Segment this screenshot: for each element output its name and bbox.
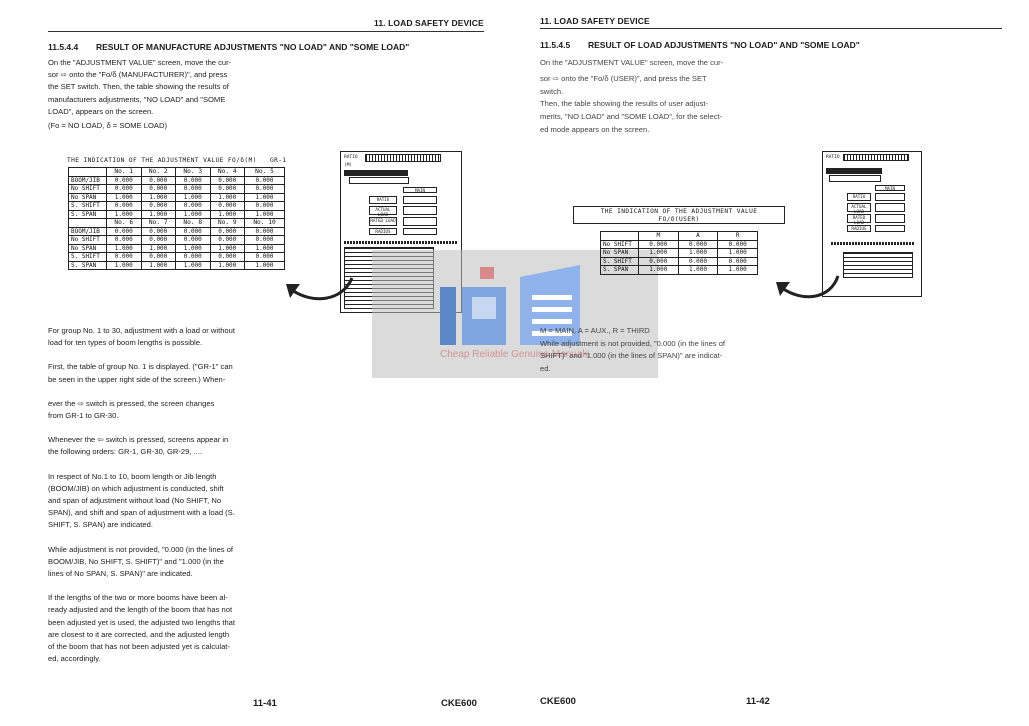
- table-cell: 1.000: [210, 261, 245, 270]
- table-row-label: S. SPAN: [69, 210, 107, 219]
- table-column-header: No. 2: [141, 168, 176, 177]
- table-cell: 0.000: [718, 257, 758, 266]
- screen-unit: (M): [344, 163, 353, 168]
- screen-ratio-label: RATIO: [344, 155, 358, 160]
- intro-line: On the "ADJUSTMENT VALUE" screen, move the cur-: [48, 58, 232, 67]
- header-rule: [48, 31, 484, 32]
- body-line: been adjusted yet is used, the adjusted two lengths that: [48, 617, 236, 627]
- table-row-label: No SPAN: [69, 244, 107, 253]
- table-cell: 0.000: [210, 185, 245, 194]
- table-cell: 0.000: [141, 236, 176, 245]
- table-cell: 0.000: [107, 236, 142, 245]
- table-cell: 0.000: [245, 185, 285, 194]
- right-page: [515, 0, 1029, 726]
- table-cell: 0.000: [141, 227, 176, 236]
- table-row-label: S. SHIFT: [601, 257, 639, 266]
- body-line: are closest to it are corrected, and the adjusted length: [48, 629, 230, 639]
- table-header-row: [69, 219, 285, 228]
- section-title: [48, 42, 409, 52]
- table-column-header: No. 3: [176, 168, 211, 177]
- screen-actual-value: [403, 206, 437, 215]
- table-cell: 1.000: [639, 249, 679, 258]
- section-heading: RESULT OF LOAD ADJUSTMENTS "NO LOAD" AND "SOME LOAD": [588, 40, 860, 50]
- screen-row-rated: RATED LOAD: [847, 214, 871, 223]
- intro-line: manufacturers adjustments, "NO LOAD" and "SOME: [48, 94, 226, 104]
- table-cell: 0.000: [176, 253, 211, 262]
- table-title-box: [573, 206, 785, 224]
- ratio-bar: [365, 154, 441, 162]
- intro-line: Then, the table showing the results of user adjust-: [540, 99, 709, 108]
- body-line: BOOM/JIB, No SHIFT, S. SHIFT)" and "1.000 (in the: [48, 556, 224, 566]
- table-column-header: No. 6: [107, 219, 142, 228]
- table-cell: 0.000: [245, 253, 285, 262]
- table-cell: 1.000: [141, 261, 176, 270]
- table-row: [69, 244, 285, 253]
- body-line: ever the ⇨ switch is pressed, the screen changes: [48, 398, 215, 408]
- body-line: If the lengths of the two or more booms have been al-: [48, 593, 228, 603]
- table-row: [69, 193, 285, 202]
- table-title-line: FO/δ(USER): [658, 216, 700, 223]
- table-cell: 0.000: [176, 236, 211, 245]
- note-line: M = MAIN, A = AUX., R = THIRD: [540, 326, 650, 335]
- table-cell: 0.000: [141, 202, 176, 211]
- table-cell: 1.000: [245, 210, 285, 219]
- table-cell: 0.000: [141, 253, 176, 262]
- table-column-header: No. 7: [141, 219, 176, 228]
- page-header: 11. LOAD SAFETY DEVICE: [540, 16, 650, 26]
- table-cell: 1.000: [210, 244, 245, 253]
- table-row-label: BOOM/JIB: [69, 227, 107, 236]
- table-row: [69, 176, 285, 185]
- table-cell: 1.000: [107, 244, 142, 253]
- adjustment-table-manufacturer: [68, 167, 285, 270]
- table-cell: 1.000: [718, 266, 758, 275]
- table-row-label: S. SPAN: [69, 261, 107, 270]
- note-line: ed.: [540, 363, 551, 373]
- ratio-bar: [843, 154, 909, 161]
- table-row-label: S. SPAN: [601, 266, 639, 275]
- page-number: 11-41: [253, 698, 277, 709]
- body-line: While adjustment is not provided, "0.000 (in the lines of: [48, 544, 234, 554]
- table-row: [601, 249, 758, 258]
- section-number: 11.5.4.5: [540, 40, 571, 50]
- table-row-label: No SHIFT: [601, 240, 639, 249]
- model-name: CKE600: [441, 698, 477, 709]
- table-column-header: A: [678, 232, 718, 241]
- body-paragraph: [48, 325, 263, 349]
- table-group: GR-1: [270, 157, 287, 164]
- table-row: [69, 227, 285, 236]
- screen-row-ratio: RATIO: [369, 196, 397, 204]
- table-row: [601, 240, 758, 249]
- table-cell: 1.000: [176, 261, 211, 270]
- body-line: of the boom that has not been adjusted yet is calculat-: [48, 642, 230, 652]
- header-rule: [540, 28, 1002, 29]
- screen-main-label: MAIN: [875, 185, 905, 191]
- table-row: [601, 266, 758, 275]
- table-cell: 0.000: [245, 236, 285, 245]
- table-cell: 0.000: [141, 185, 176, 194]
- table-cell: 0.000: [639, 257, 679, 266]
- table-cell: 0.000: [107, 227, 142, 236]
- body-paragraph: [48, 544, 263, 581]
- table-header-row: [601, 232, 758, 241]
- angle-field: [349, 177, 409, 184]
- table-corner-cell: [69, 219, 107, 228]
- table-row-label: No SHIFT: [69, 185, 107, 194]
- screen-rated-value: [403, 217, 437, 226]
- table-cell: 0.000: [678, 240, 718, 249]
- body-line: from GR-1 to GR-30.: [48, 411, 119, 421]
- body-line: the following orders: GR-1, GR-30, GR-29, ....: [48, 447, 203, 457]
- table-column-header: No. 8: [176, 219, 211, 228]
- body-paragraph: [48, 434, 263, 458]
- table-cell: 0.000: [210, 176, 245, 185]
- screen-rated-value: [875, 214, 905, 223]
- table-cell: 0.000: [210, 202, 245, 211]
- intro-line: sor ⇨ onto the "Fo/δ (USER)", and press the SET: [540, 73, 707, 83]
- table-title: THE INDICATION OF THE ADJUSTMENT VALUE FO/δ(M): [67, 157, 257, 164]
- table-cell: 0.000: [107, 253, 142, 262]
- table-cell: 0.000: [141, 176, 176, 185]
- screen-row-radius: RADIUS: [369, 228, 397, 235]
- table-row: [69, 236, 285, 245]
- screen-radius-value: [403, 228, 437, 235]
- screen-actual-value: [875, 203, 905, 212]
- table-cell: 1.000: [141, 210, 176, 219]
- angle-bar: [826, 168, 882, 174]
- note-line: While adjustment is not provided, "0.000 (in the lines of: [540, 338, 726, 348]
- body-line: ready adjusted and the length of the boom that has not: [48, 605, 233, 615]
- intro-line: the SET switch. Then, the table showing the results of: [48, 82, 229, 92]
- body-paragraph: [48, 592, 263, 665]
- table-title-line: THE INDICATION OF THE ADJUSTMENT VALUE: [600, 208, 758, 215]
- table-row-label: S. SHIFT: [69, 202, 107, 211]
- body-paragraph: [48, 471, 263, 532]
- table-cell: 0.000: [245, 176, 285, 185]
- table-row: [69, 202, 285, 211]
- section-title: [540, 40, 860, 50]
- page-number: 11-42: [746, 696, 770, 707]
- table-cell: 0.000: [176, 185, 211, 194]
- table-cell: 1.000: [107, 193, 142, 202]
- table-row: [69, 210, 285, 219]
- body-line: lines of No SPAN, S. SPAN)" are indicated.: [48, 569, 193, 579]
- table-cell: 1.000: [176, 244, 211, 253]
- mini-table: [843, 252, 913, 278]
- table-row: [69, 261, 285, 270]
- table-cell: 0.000: [107, 176, 142, 185]
- table-row-label: S. SHIFT: [69, 253, 107, 262]
- table-cell: 1.000: [639, 266, 679, 275]
- intro-line: (Fo = NO LOAD, δ = SOME LOAD): [48, 121, 168, 131]
- body-line: and span of adjustment without load (No SHIFT, No: [48, 496, 222, 506]
- angle-bar: [344, 170, 408, 176]
- table-cell: 0.000: [176, 176, 211, 185]
- table-header-row: [69, 168, 285, 177]
- table-cell: 1.000: [245, 261, 285, 270]
- body-text: [48, 325, 263, 677]
- table-cell: 1.000: [678, 266, 718, 275]
- mini-table-title: [344, 241, 458, 244]
- screen-ratio-label: RATIO: [826, 155, 840, 160]
- intro-line: ed mode appears on the screen.: [540, 125, 650, 134]
- body-paragraph: [48, 361, 263, 385]
- table-cell: 0.000: [176, 227, 211, 236]
- table-cell: 0.000: [210, 236, 245, 245]
- table-column-header: No. 5: [245, 168, 285, 177]
- model-name: CKE600: [540, 696, 576, 707]
- intro-line: sor ⇨ onto the "Fo/δ (MANUFACTURER)", and press: [48, 70, 228, 80]
- table-cell: 1.000: [141, 244, 176, 253]
- table-cell: 0.000: [107, 185, 142, 194]
- screen-row-actual: ACTUAL LOAD: [847, 203, 871, 212]
- table-cell: 1.000: [176, 193, 211, 202]
- intro-text: [540, 55, 760, 136]
- screen-row-rated: RATED LOAD: [369, 217, 397, 226]
- screen-main-label: MAIN: [403, 187, 437, 193]
- table-corner-cell: [601, 232, 639, 241]
- watermark-text: Cheap Reliable Genuine Manuals: [440, 349, 590, 360]
- section-heading: RESULT OF MANUFACTURE ADJUSTMENTS "NO LOAD" AND "SOME LOAD": [96, 42, 410, 52]
- curved-arrow-icon: [774, 258, 846, 308]
- adjustment-table-user: [600, 231, 758, 275]
- intro-line: switch.: [540, 87, 564, 96]
- body-line: load for ten types of boom lengths is possible.: [48, 338, 203, 348]
- table-cell: 0.000: [210, 253, 245, 262]
- table-column-header: M: [639, 232, 679, 241]
- table-cell: 1.000: [107, 261, 142, 270]
- intro-line: LOAD", appears on the screen.: [48, 106, 154, 116]
- table-cell: 1.000: [678, 249, 718, 258]
- screen-row-actual: ACTUAL LOAD: [369, 206, 397, 215]
- table-column-header: No. 9: [210, 219, 245, 228]
- table-cell: 0.000: [718, 240, 758, 249]
- table-column-header: No. 1: [107, 168, 142, 177]
- intro-line: On the "ADJUSTMENT VALUE" screen, move the cur-: [540, 58, 724, 67]
- screen-ratio-value: [403, 196, 437, 204]
- table-column-header: No. 10: [245, 219, 285, 228]
- table-cell: 0.000: [678, 257, 718, 266]
- table-cell: 1.000: [245, 244, 285, 253]
- angle-field: [829, 175, 881, 182]
- table-cell: 1.000: [245, 193, 285, 202]
- mini-table-title: [831, 242, 915, 245]
- table-row-label: No SPAN: [601, 249, 639, 258]
- table-column-header: No. 4: [210, 168, 245, 177]
- table-row: [69, 253, 285, 262]
- table-cell: 0.000: [176, 202, 211, 211]
- screen-ratio-value: [875, 193, 905, 201]
- screen-row-ratio: RATIO: [847, 193, 871, 201]
- body-line: For group No. 1 to 30, adjustment with a load or without: [48, 326, 235, 335]
- body-line: First, the table of group No. 1 is displayed. ("GR-1" can: [48, 362, 233, 372]
- body-line: ed, accordingly.: [48, 654, 101, 664]
- table-cell: 0.000: [107, 202, 142, 211]
- curved-arrow-icon: [284, 260, 356, 310]
- page-header: 11. LOAD SAFETY DEVICE: [374, 18, 484, 28]
- note-line: SHIFT)" and "1.000 (in the lines of SPAN)" are indicat-: [540, 351, 723, 360]
- body-line: SPAN), and shift and span of adjustment with a load (S.: [48, 508, 235, 518]
- table-cell: 1.000: [176, 210, 211, 219]
- table-cell: 1.000: [107, 210, 142, 219]
- intro-text: [48, 57, 268, 132]
- table-cell: 0.000: [639, 240, 679, 249]
- body-paragraph: [48, 398, 263, 422]
- table-cell: 1.000: [210, 210, 245, 219]
- table-row: [601, 257, 758, 266]
- table-cell: 1.000: [141, 193, 176, 202]
- body-line: Whenever the ⇦ switch is pressed, screens appear in: [48, 435, 229, 445]
- body-line: (BOOM/JIB) on which adjustment is conducted, shift: [48, 483, 224, 493]
- intro-line: ments, "NO LOAD" and "SOME LOAD", for the select-: [540, 112, 723, 121]
- table-row-label: BOOM/JIB: [69, 176, 107, 185]
- body-line: be seen in the upper right side of the screen.) When-: [48, 374, 226, 384]
- section-number: 11.5.4.4: [48, 42, 79, 52]
- table-cell: 0.000: [210, 227, 245, 236]
- table-cell: 0.000: [245, 202, 285, 211]
- table-cell: 0.000: [245, 227, 285, 236]
- table-cell: 1.000: [718, 249, 758, 258]
- table-row: [69, 185, 285, 194]
- body-line: In respect of No.1 to 10, boom length or Jib length: [48, 471, 217, 481]
- table-column-header: R: [718, 232, 758, 241]
- table-corner-cell: [69, 168, 107, 177]
- table-row-label: No SHIFT: [69, 236, 107, 245]
- screen-row-radius: RADIUS: [847, 225, 871, 232]
- table-cell: 1.000: [210, 193, 245, 202]
- table-row-label: No SPAN: [69, 193, 107, 202]
- screen-radius-value: [875, 225, 905, 232]
- body-line: SHIFT, S. SPAN) are indicated.: [48, 520, 153, 530]
- note-text: [540, 325, 760, 375]
